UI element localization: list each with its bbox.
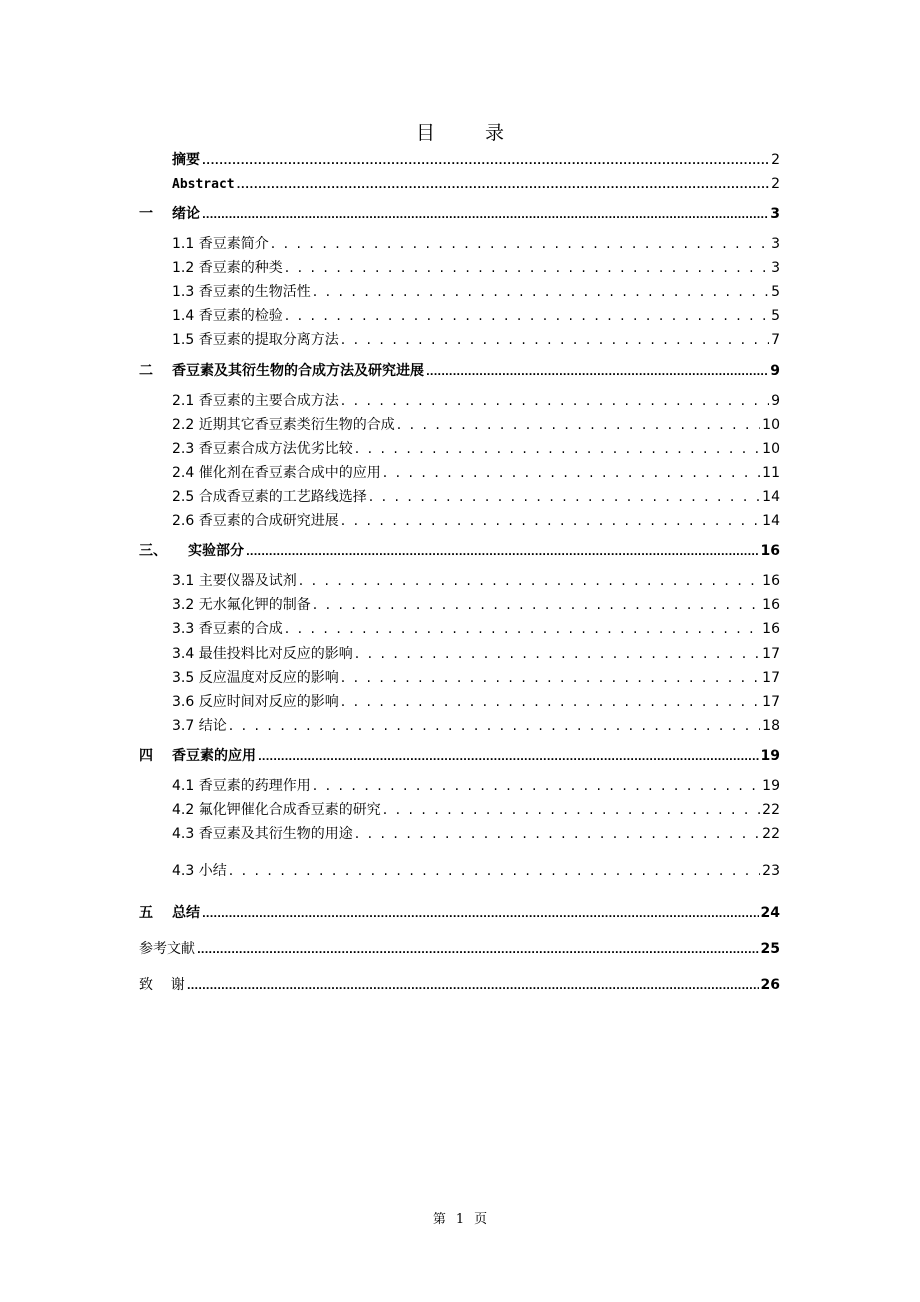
dot-leader [202, 904, 759, 924]
toc-chapter-5[interactable] [139, 904, 780, 924]
toc-entry-3-2[interactable] [172, 596, 780, 614]
toc-entry-label: 实验部分 [188, 543, 244, 559]
toc-entry-label: 香豆素的应用 [172, 748, 256, 764]
toc-entry-label: 4.1 香豆素的药理作用 [172, 778, 311, 794]
dot-leader [355, 440, 760, 458]
dot-leader [246, 542, 759, 562]
toc-entry-4-4[interactable] [172, 862, 780, 880]
dot-leader [202, 205, 768, 225]
toc-entry-3-1[interactable] [172, 572, 780, 590]
toc-entry-label: 参考文献 [139, 941, 195, 957]
toc-entry-3-7[interactable] [172, 717, 780, 735]
toc-entry-page: 22 [762, 802, 780, 818]
toc-entry-label: 3.7 结论 [172, 718, 227, 734]
toc-entry-label: 1.2 香豆素的种类 [172, 260, 283, 276]
toc-entry-label: 3.6 反应时间对反应的影响 [172, 694, 339, 710]
toc-entry-references[interactable] [139, 940, 780, 960]
toc-entry-page: 3 [770, 206, 780, 222]
dot-leader [341, 512, 760, 530]
chapter-number: 四 [139, 748, 153, 764]
dot-leader [313, 283, 769, 301]
toc-entry-label: 4.3 小结 [172, 863, 227, 879]
toc-entry-page: 22 [762, 826, 780, 842]
toc-entry-label: 3.4 最佳投料比对反应的影响 [172, 646, 353, 662]
chapter-number: 二 [139, 363, 153, 379]
page-number: 1 [455, 1212, 465, 1227]
toc-entry-label: 致 谢 [139, 977, 185, 993]
toc-entry-page: 24 [760, 905, 780, 921]
toc-entry-1-4[interactable] [172, 307, 780, 325]
dot-leader [258, 747, 759, 767]
dot-leader [341, 693, 760, 711]
toc-entry-page: 7 [771, 332, 780, 348]
dot-leader [341, 331, 769, 349]
toc-entry-page: 9 [770, 363, 780, 379]
toc-entry-page: 25 [760, 941, 780, 957]
toc-entry-label: Abstract [172, 177, 235, 192]
dot-leader [313, 596, 760, 614]
toc-entry-page: 14 [762, 489, 780, 505]
chapter-number: 一 [139, 206, 153, 222]
toc-entry-label: 3.1 主要仪器及试剂 [172, 573, 297, 589]
toc-entry-page: 26 [760, 977, 780, 993]
toc-entry-page: 16 [760, 543, 780, 559]
dot-leader [271, 235, 769, 253]
toc-entry-page: 17 [762, 694, 780, 710]
dot-leader [299, 572, 760, 590]
toc-entry-page: 16 [762, 597, 780, 613]
dot-leader [369, 488, 760, 506]
toc-entry-page: 9 [771, 393, 780, 409]
toc-entry-2-3[interactable] [172, 440, 780, 458]
dot-leader [202, 151, 769, 171]
toc-entry-label: 1.5 香豆素的提取分离方法 [172, 332, 339, 348]
chapter-number: 三、 [139, 543, 167, 559]
toc-entry-1-3[interactable] [172, 283, 780, 301]
toc-entry-page: 19 [760, 748, 780, 764]
toc-entry-2-2[interactable] [172, 416, 780, 434]
toc-entry-page: 3 [771, 236, 780, 252]
toc-entry-page: 5 [771, 308, 780, 324]
toc-entry-page: 10 [762, 441, 780, 457]
dot-leader [341, 392, 769, 410]
toc-entry-page: 16 [762, 621, 780, 637]
toc-entry-page: 3 [771, 260, 780, 276]
toc-entry-label: 2.2 近期其它香豆素类衍生物的合成 [172, 417, 395, 433]
toc-entry-abstract-cn[interactable] [172, 151, 780, 171]
toc-entry-page: 19 [762, 778, 780, 794]
toc-entry-label: 2.6 香豆素的合成研究进展 [172, 513, 339, 529]
toc-entry-label: 总结 [172, 905, 200, 921]
toc-entry-page: 2 [771, 176, 780, 192]
toc-entry-page: 14 [762, 513, 780, 529]
footer-suffix: 页 [474, 1212, 488, 1227]
toc-entry-label: 1.3 香豆素的生物活性 [172, 284, 311, 300]
toc-entry-label: 4.2 氟化钾催化合成香豆素的研究 [172, 802, 381, 818]
toc-entry-2-6[interactable] [172, 512, 780, 530]
toc-entry-3-5[interactable] [172, 669, 780, 687]
toc-entry-page: 10 [762, 417, 780, 433]
dot-leader [397, 416, 760, 434]
toc-entry-label: 绪论 [172, 206, 200, 222]
dot-leader [426, 362, 768, 382]
dot-leader [229, 862, 760, 880]
toc-entry-3-3[interactable] [172, 620, 780, 638]
dot-leader [197, 940, 759, 960]
toc-entry-page: 16 [762, 573, 780, 589]
toc-entry-page: 11 [762, 465, 780, 481]
toc-entry-label: 2.1 香豆素的主要合成方法 [172, 393, 339, 409]
toc-entry-label: 摘要 [172, 152, 200, 168]
toc-entry-page: 23 [762, 863, 780, 879]
toc-entry-page: 17 [762, 670, 780, 686]
toc-entry-4-3[interactable] [172, 825, 780, 843]
toc-entry-3-4[interactable] [172, 645, 780, 663]
dot-leader [187, 976, 759, 996]
toc-entry-label: 香豆素及其衍生物的合成方法及研究进展 [172, 363, 424, 379]
toc-chapter-2[interactable] [139, 362, 780, 382]
toc-entry-1-2[interactable] [172, 259, 780, 277]
dot-leader [355, 645, 760, 663]
toc-entry-1-5[interactable] [172, 331, 780, 349]
toc-entry-abstract-en[interactable] [172, 175, 780, 195]
toc-entry-4-2[interactable] [172, 801, 780, 819]
toc-chapter-1[interactable] [139, 205, 780, 225]
chapter-number: 五 [139, 905, 153, 921]
footer-prefix: 第 [432, 1212, 446, 1227]
dot-leader [285, 259, 769, 277]
toc-entry-1-1[interactable] [172, 235, 780, 253]
dot-leader [313, 777, 760, 795]
toc-entry-label: 2.5 合成香豆素的工艺路线选择 [172, 489, 367, 505]
dot-leader [237, 175, 769, 195]
toc-entry-2-1[interactable] [172, 392, 780, 410]
dot-leader [355, 825, 760, 843]
toc-entry-page: 18 [762, 718, 780, 734]
toc-entry-acknowledgements[interactable] [139, 976, 780, 996]
dot-leader [383, 801, 760, 819]
dot-leader [285, 307, 769, 325]
dot-leader [229, 717, 760, 735]
toc-entry-2-4[interactable] [172, 464, 780, 482]
dot-leader [285, 620, 760, 638]
toc-entry-label: 2.3 香豆素合成方法优劣比较 [172, 441, 353, 457]
toc-entry-page: 5 [771, 284, 780, 300]
toc-entry-2-5[interactable] [172, 488, 780, 506]
toc-chapter-4[interactable] [139, 747, 780, 767]
toc-entry-label: 2.4 催化剂在香豆素合成中的应用 [172, 465, 381, 481]
toc-entry-label: 3.2 无水氟化钾的制备 [172, 597, 311, 613]
toc-entry-label: 3.5 反应温度对反应的影响 [172, 670, 339, 686]
dot-leader [341, 669, 760, 687]
toc-entry-label: 4.3 香豆素及其衍生物的用途 [172, 826, 353, 842]
toc-entry-label: 1.1 香豆素简介 [172, 236, 269, 252]
toc-entry-label: 1.4 香豆素的检验 [172, 308, 283, 324]
toc-chapter-3[interactable] [139, 542, 780, 562]
toc-entry-3-6[interactable] [172, 693, 780, 711]
page-footer [0, 1208, 920, 1227]
toc-entry-label: 3.3 香豆素的合成 [172, 621, 283, 637]
toc-entry-page: 2 [771, 152, 780, 168]
dot-leader [383, 464, 760, 482]
toc-entry-4-1[interactable] [172, 777, 780, 795]
toc-entry-page: 17 [762, 646, 780, 662]
toc-title: 目 录 [415, 122, 527, 144]
